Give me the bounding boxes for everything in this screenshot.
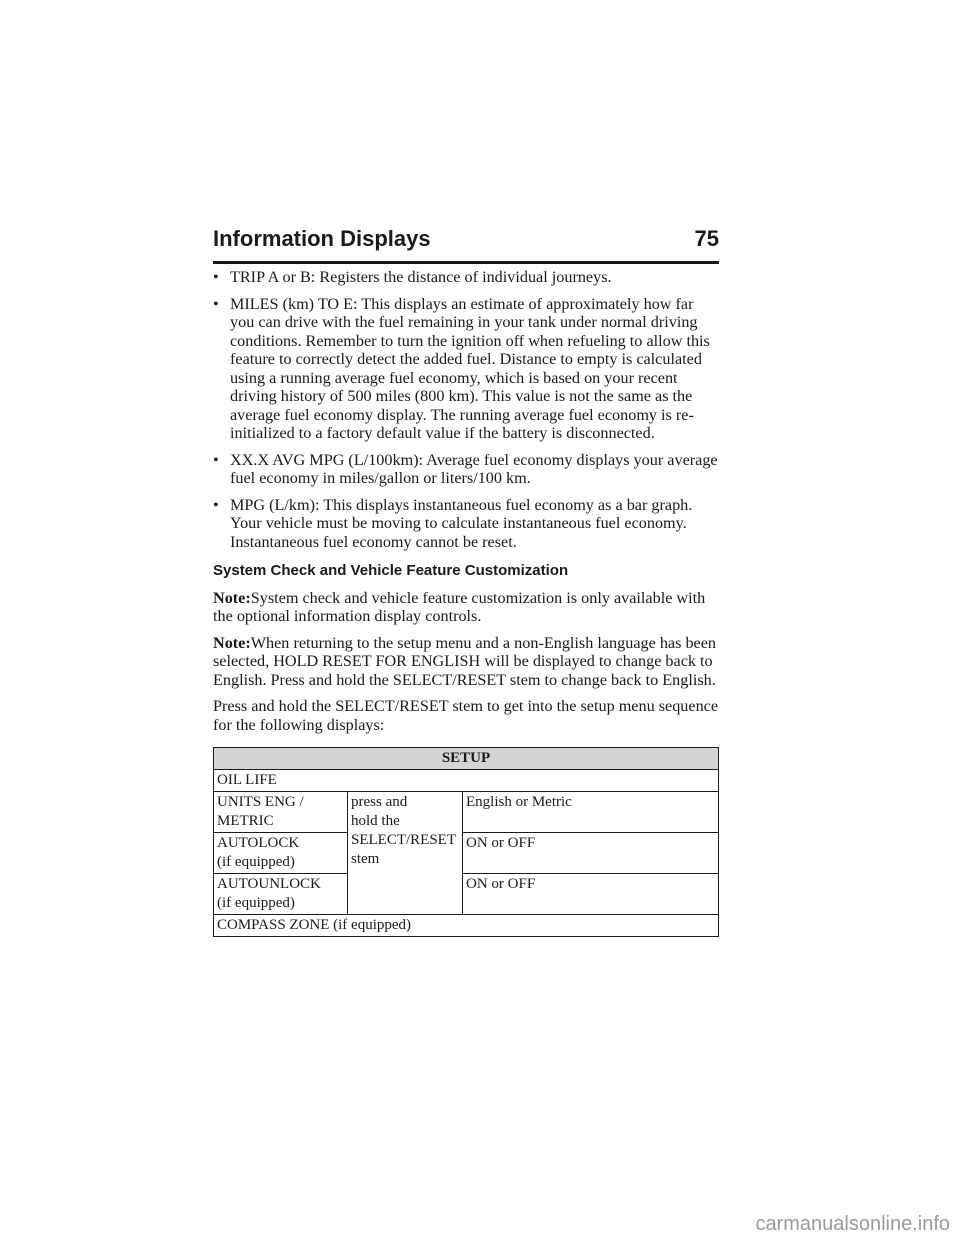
list-item-text: MILES (km) TO E: This displays an estimate of approximately how far you can drive with the fuel remaining in your tank under normal driving conditions. Remember to turn the ignition off when refueling to allow this feature to correctly detect the added fuel. Distance to empty is calculated using a running average fuel economy, which is based on your recent driving history of 500 miles (800 km). This value is not the same as the average fuel economy display. The running average fuel economy is re-initialized to a factory default value if the battery is disconnected.	[230, 294, 710, 442]
header-divider	[213, 261, 719, 264]
page-title: Information Displays	[213, 226, 431, 251]
note-paragraph	[213, 634, 719, 690]
setup-table	[213, 747, 719, 937]
page-content	[213, 268, 719, 937]
note-paragraph	[213, 589, 719, 626]
bullet-icon: •	[213, 294, 219, 313]
cell-line: hold the	[351, 813, 400, 829]
table-cell-autounlock-value: ON or OFF	[463, 874, 719, 915]
watermark-text: carmanualsonline.info	[755, 1213, 950, 1235]
table-header-row	[214, 748, 719, 770]
list-item-text: TRIP A or B: Registers the distance of individual journeys.	[230, 268, 612, 286]
list-item	[213, 496, 719, 552]
list-item-text: XX.X AVG MPG (L/100km): Average fuel economy displays your average fuel economy in miles/gallon or liters/100 km.	[230, 450, 718, 487]
cell-line: SELECT/RESET	[351, 832, 456, 848]
cell-line: UNITS ENG /	[217, 794, 304, 810]
table-cell-autolock	[214, 833, 348, 874]
cell-line: stem	[351, 851, 380, 867]
list-item	[213, 295, 719, 443]
intro-paragraph: Press and hold the SELECT/RESET stem to get into the setup menu sequence for the following displays:	[213, 697, 719, 734]
cell-line: AUTOLOCK	[217, 835, 300, 851]
list-item-text: MPG (L/km): This displays instantaneous fuel economy as a bar graph. Your vehicle must be moving to calculate instantaneous fuel economy. Instantaneous fuel economy cannot be reset.	[230, 495, 693, 551]
list-item	[213, 268, 719, 287]
cell-line: (if equipped)	[217, 895, 295, 911]
table-cell-compass: COMPASS ZONE (if equipped)	[214, 915, 719, 937]
note-label: Note:	[213, 633, 251, 652]
table-cell-autounlock	[214, 874, 348, 915]
cell-line: AUTOUNLOCK	[217, 876, 321, 892]
table-cell-autolock-value: ON or OFF	[463, 833, 719, 874]
table-cell-units	[214, 792, 348, 833]
page-header	[213, 226, 719, 252]
cell-line: press and	[351, 794, 408, 810]
bullet-icon: •	[213, 450, 219, 469]
table-cell-units-value: English or Metric	[463, 792, 719, 833]
table-row	[214, 833, 719, 874]
section-heading: System Check and Vehicle Feature Customization	[213, 562, 569, 579]
table-row	[214, 915, 719, 937]
note-label: Note:	[213, 588, 251, 607]
feature-list	[213, 268, 719, 551]
note-text: When returning to the setup menu and a non-English language has been selected, HOLD RESET FOR ENGLISH will be displayed to change back to English. Press and hold the SELECT/RESET stem to change back to English.	[213, 633, 717, 689]
cell-line: METRIC	[217, 813, 274, 829]
table-cell-oil-life: OIL LIFE	[214, 770, 719, 792]
list-item	[213, 451, 719, 488]
cell-line: (if equipped)	[217, 854, 295, 870]
table-row	[214, 792, 719, 833]
bullet-icon: •	[213, 495, 219, 514]
bullet-icon: •	[213, 268, 219, 286]
table-cell-action	[348, 792, 463, 915]
table-row	[214, 874, 719, 915]
page-number: 75	[694, 226, 719, 251]
table-row	[214, 770, 719, 792]
note-text: System check and vehicle feature customization is only available with the optional information display controls.	[213, 588, 706, 625]
table-header-cell: SETUP	[214, 748, 719, 770]
